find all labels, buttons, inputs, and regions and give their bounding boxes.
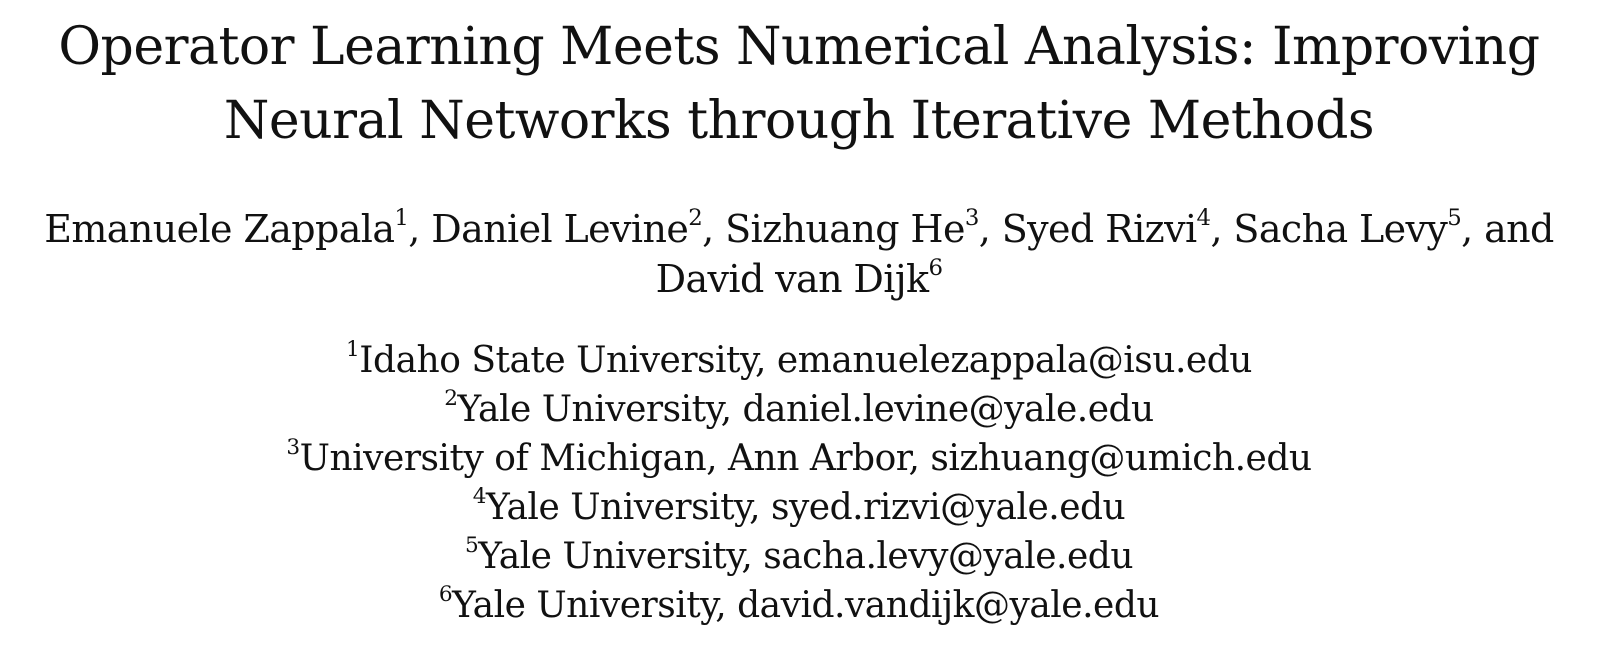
title-line-2: Neural Networks through Iterative Methods bbox=[223, 91, 1375, 151]
affiliation-mark: 6 bbox=[438, 581, 453, 607]
affiliation-mark: 2 bbox=[444, 385, 458, 411]
author-mark: 3 bbox=[964, 204, 979, 231]
affiliation-2: $^2$Yale University, daniel.levine@yale.edu bbox=[444, 385, 1154, 430]
affiliation-6: $^6$Yale University, david.vandijk@yale.edu bbox=[438, 581, 1160, 626]
title-line-1: Operator Learning Meets Numerical Analysis: Improving bbox=[58, 17, 1540, 77]
affiliation-mark: 1 bbox=[346, 336, 360, 362]
paper-title bbox=[0, 10, 1598, 158]
author-van-dijk: David van Dijk$^6$ bbox=[655, 254, 943, 301]
author-zappala: Emanuele Zappala$^1$, bbox=[44, 204, 432, 251]
author-line-1 bbox=[0, 204, 1598, 254]
author-mark: 2 bbox=[688, 204, 703, 231]
author-list bbox=[0, 204, 1598, 304]
author-levine: Daniel Levine$^2$, bbox=[431, 204, 726, 251]
author-mark: 4 bbox=[1196, 204, 1211, 231]
affiliation-1: $^1$Idaho State University, emanuelezappala@isu.edu bbox=[346, 336, 1252, 381]
affiliation-mark: 5 bbox=[464, 532, 479, 558]
affiliation-3: $^3$University of Michigan, Ann Arbor, sizhuang@umich.edu bbox=[286, 434, 1312, 479]
affiliation-mark: 4 bbox=[472, 483, 486, 509]
author-mark: 1 bbox=[394, 204, 409, 231]
affiliation-list bbox=[0, 336, 1598, 630]
author-line-2 bbox=[0, 254, 1598, 304]
author-rizvi: Syed Rizvi$^4$, bbox=[1001, 204, 1234, 251]
affiliation-5: $^5$Yale University, sacha.levy@yale.edu bbox=[464, 532, 1134, 577]
author-mark: 6 bbox=[928, 254, 943, 281]
affiliation-4: $^4$Yale University, syed.rizvi@yale.edu bbox=[472, 483, 1126, 528]
author-levy: Sacha Levy$^5$, and bbox=[1233, 204, 1554, 251]
author-mark: 5 bbox=[1447, 204, 1462, 231]
author-he: Sizhuang He$^3$, bbox=[725, 204, 1002, 251]
affiliation-mark: 3 bbox=[286, 434, 300, 460]
